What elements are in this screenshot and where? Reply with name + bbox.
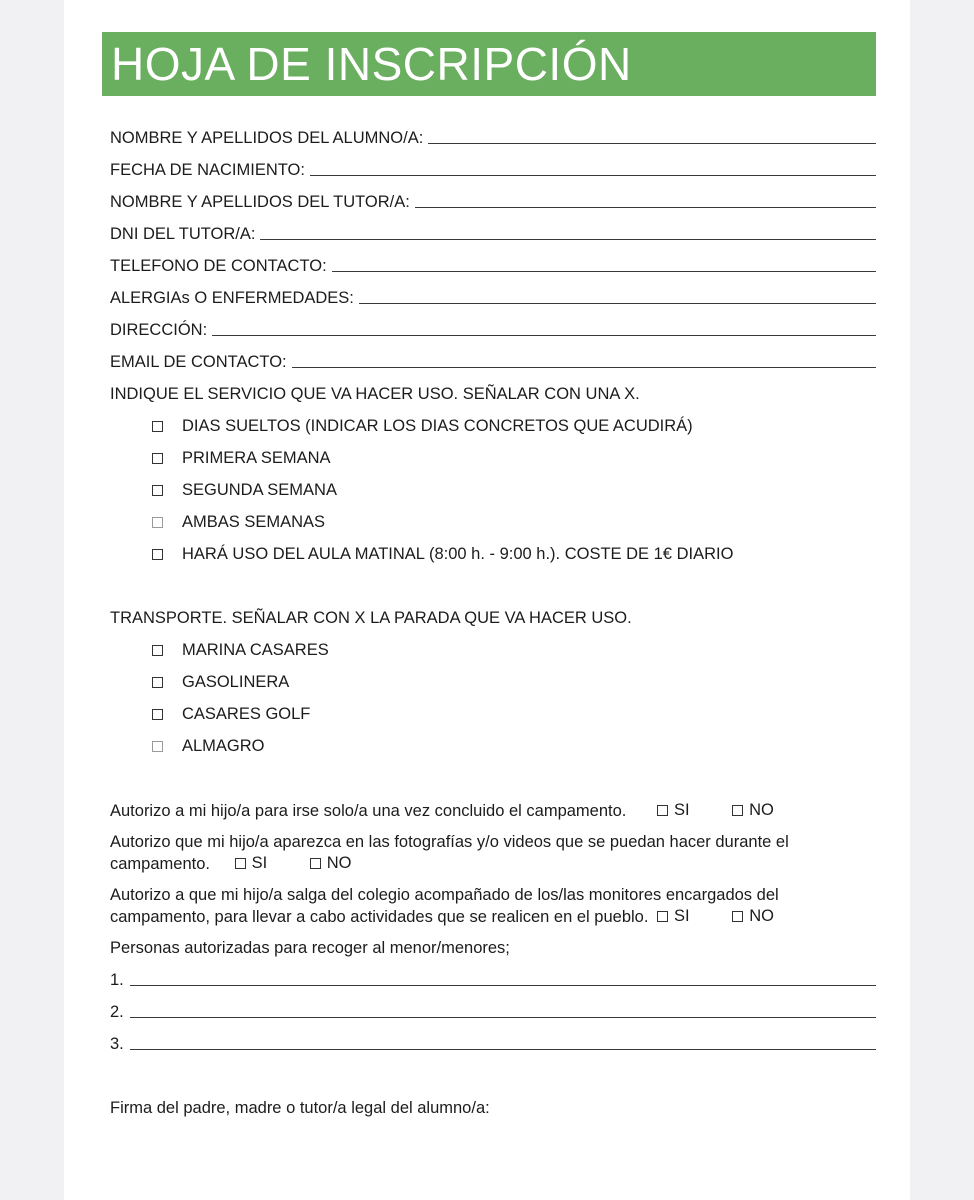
- field-label: FECHA DE NACIMIENTO:: [110, 161, 305, 179]
- checkbox[interactable]: [152, 485, 163, 496]
- option-label: PRIMERA SEMANA: [182, 449, 331, 467]
- checkbox[interactable]: [152, 677, 163, 688]
- checkbox[interactable]: [152, 453, 163, 464]
- fill-line[interactable]: [212, 335, 876, 336]
- fill-line[interactable]: [359, 303, 876, 304]
- checkbox[interactable]: [235, 858, 246, 869]
- option-label: GASOLINERA: [182, 673, 290, 691]
- transport-option[interactable]: [152, 672, 289, 692]
- field-label: DNI DEL TUTOR/A:: [110, 225, 256, 243]
- checkbox[interactable]: [152, 549, 163, 560]
- fill-line[interactable]: [130, 985, 876, 986]
- field-label: NOMBRE Y APELLIDOS DEL ALUMNO/A:: [110, 129, 424, 147]
- pickup-person-2[interactable]: [110, 1002, 876, 1022]
- checkbox[interactable]: [657, 911, 668, 922]
- transport-option[interactable]: [152, 640, 329, 660]
- no-label: NO: [326, 854, 352, 872]
- authorization-text-cont: campamento, para llevar a cabo actividades que se realicen en el pueblo.: [110, 908, 649, 926]
- no-label: NO: [749, 907, 774, 925]
- student-name-field[interactable]: [110, 128, 876, 148]
- option-label: DIAS SUELTOS (INDICAR LOS DIAS CONCRETOS QUE ACUDIRÁ): [182, 417, 693, 435]
- tutor-name-field[interactable]: [110, 192, 876, 212]
- yes-option[interactable]: [235, 853, 268, 874]
- title-banner: [102, 32, 876, 96]
- transport-option[interactable]: [152, 704, 310, 724]
- service-option[interactable]: [152, 544, 733, 564]
- yes-label: SI: [673, 801, 690, 819]
- transport-heading: TRANSPORTE. SEÑALAR CON X LA PARADA QUE VA HACER USO.: [110, 609, 632, 627]
- fill-line[interactable]: [130, 1017, 876, 1018]
- service-option[interactable]: [152, 416, 693, 436]
- authorization-text: Autorizo a que mi hijo/a salga del colegio acompañado de los/las monitores encargados del: [110, 886, 779, 904]
- fill-line[interactable]: [415, 207, 876, 208]
- signature-label: Firma del padre, madre o tutor/a legal del alumno/a:: [110, 1099, 490, 1117]
- option-label: CASARES GOLF: [182, 705, 311, 723]
- fill-line[interactable]: [260, 239, 876, 240]
- field-label: NOMBRE Y APELLIDOS DEL TUTOR/A:: [110, 193, 410, 211]
- checkbox[interactable]: [152, 421, 163, 432]
- pickup-number: 2.: [110, 1003, 124, 1021]
- checkbox[interactable]: [152, 645, 163, 656]
- no-label: NO: [749, 801, 774, 819]
- form-page: [64, 0, 910, 1200]
- checkbox[interactable]: [732, 911, 743, 922]
- option-label: AMBAS SEMANAS: [182, 513, 326, 531]
- fill-line[interactable]: [292, 367, 876, 368]
- transport-option[interactable]: [152, 736, 265, 756]
- pickup-person-3[interactable]: [110, 1034, 876, 1054]
- field-label: ALERGIAs O ENFERMEDADES:: [110, 289, 354, 307]
- authorization-text: Autorizo a mi hijo/a para irse solo/a una vez concluido el campamento.: [110, 802, 627, 820]
- yes-label: SI: [251, 854, 268, 872]
- pickup-person-1[interactable]: [110, 970, 876, 990]
- checkbox[interactable]: [152, 741, 163, 752]
- service-option[interactable]: [152, 512, 325, 532]
- authorization-text-cont: campamento.: [110, 855, 210, 873]
- checkbox[interactable]: [657, 805, 668, 816]
- yes-option[interactable]: [657, 906, 690, 927]
- option-label: MARINA CASARES: [182, 641, 329, 659]
- yes-option[interactable]: [657, 800, 690, 821]
- address-field[interactable]: [110, 320, 876, 340]
- field-label: EMAIL DE CONTACTO:: [110, 353, 287, 371]
- authorization-go-alone: [110, 800, 870, 822]
- field-label: DIRECCIÓN:: [110, 321, 208, 339]
- allergies-field[interactable]: [110, 288, 876, 308]
- birth-date-field[interactable]: [110, 160, 876, 180]
- checkbox[interactable]: [152, 517, 163, 528]
- checkbox[interactable]: [310, 858, 321, 869]
- fill-line[interactable]: [130, 1049, 876, 1050]
- yes-label: SI: [674, 907, 690, 925]
- field-label: TELEFONO DE CONTACTO:: [110, 257, 327, 275]
- no-option[interactable]: [732, 906, 774, 927]
- checkbox[interactable]: [732, 805, 743, 816]
- option-label: SEGUNDA SEMANA: [182, 481, 337, 499]
- authorization-text: Autorizo que mi hijo/a aparezca en las fotografías y/o videos que se puedan hacer durante el: [110, 833, 789, 851]
- authorization-photos: [110, 832, 830, 875]
- phone-field[interactable]: [110, 256, 876, 276]
- checkbox[interactable]: [152, 709, 163, 720]
- fill-line[interactable]: [428, 143, 876, 144]
- service-heading: INDIQUE EL SERVICIO QUE VA HACER USO. SEÑALAR CON UNA X.: [110, 385, 640, 403]
- option-label: HARÁ USO DEL AULA MATINAL (8:00 h. - 9:00 h.). COSTE DE 1€ DIARIO: [182, 545, 734, 563]
- no-option[interactable]: [732, 800, 774, 821]
- authorization-outings: [110, 885, 870, 928]
- pickup-number: 3.: [110, 1035, 124, 1053]
- tutor-dni-field[interactable]: [110, 224, 876, 244]
- email-field[interactable]: [110, 352, 876, 372]
- fill-line[interactable]: [332, 271, 876, 272]
- fill-line[interactable]: [310, 175, 876, 176]
- pickup-heading: Personas autorizadas para recoger al menor/menores;: [110, 939, 510, 957]
- page-title: HOJA DE INSCRIPCIÓN: [111, 38, 632, 90]
- no-option[interactable]: [310, 853, 352, 874]
- service-option[interactable]: [152, 480, 337, 500]
- option-label: ALMAGRO: [182, 737, 265, 755]
- pickup-number: 1.: [110, 971, 124, 989]
- service-option[interactable]: [152, 448, 331, 468]
